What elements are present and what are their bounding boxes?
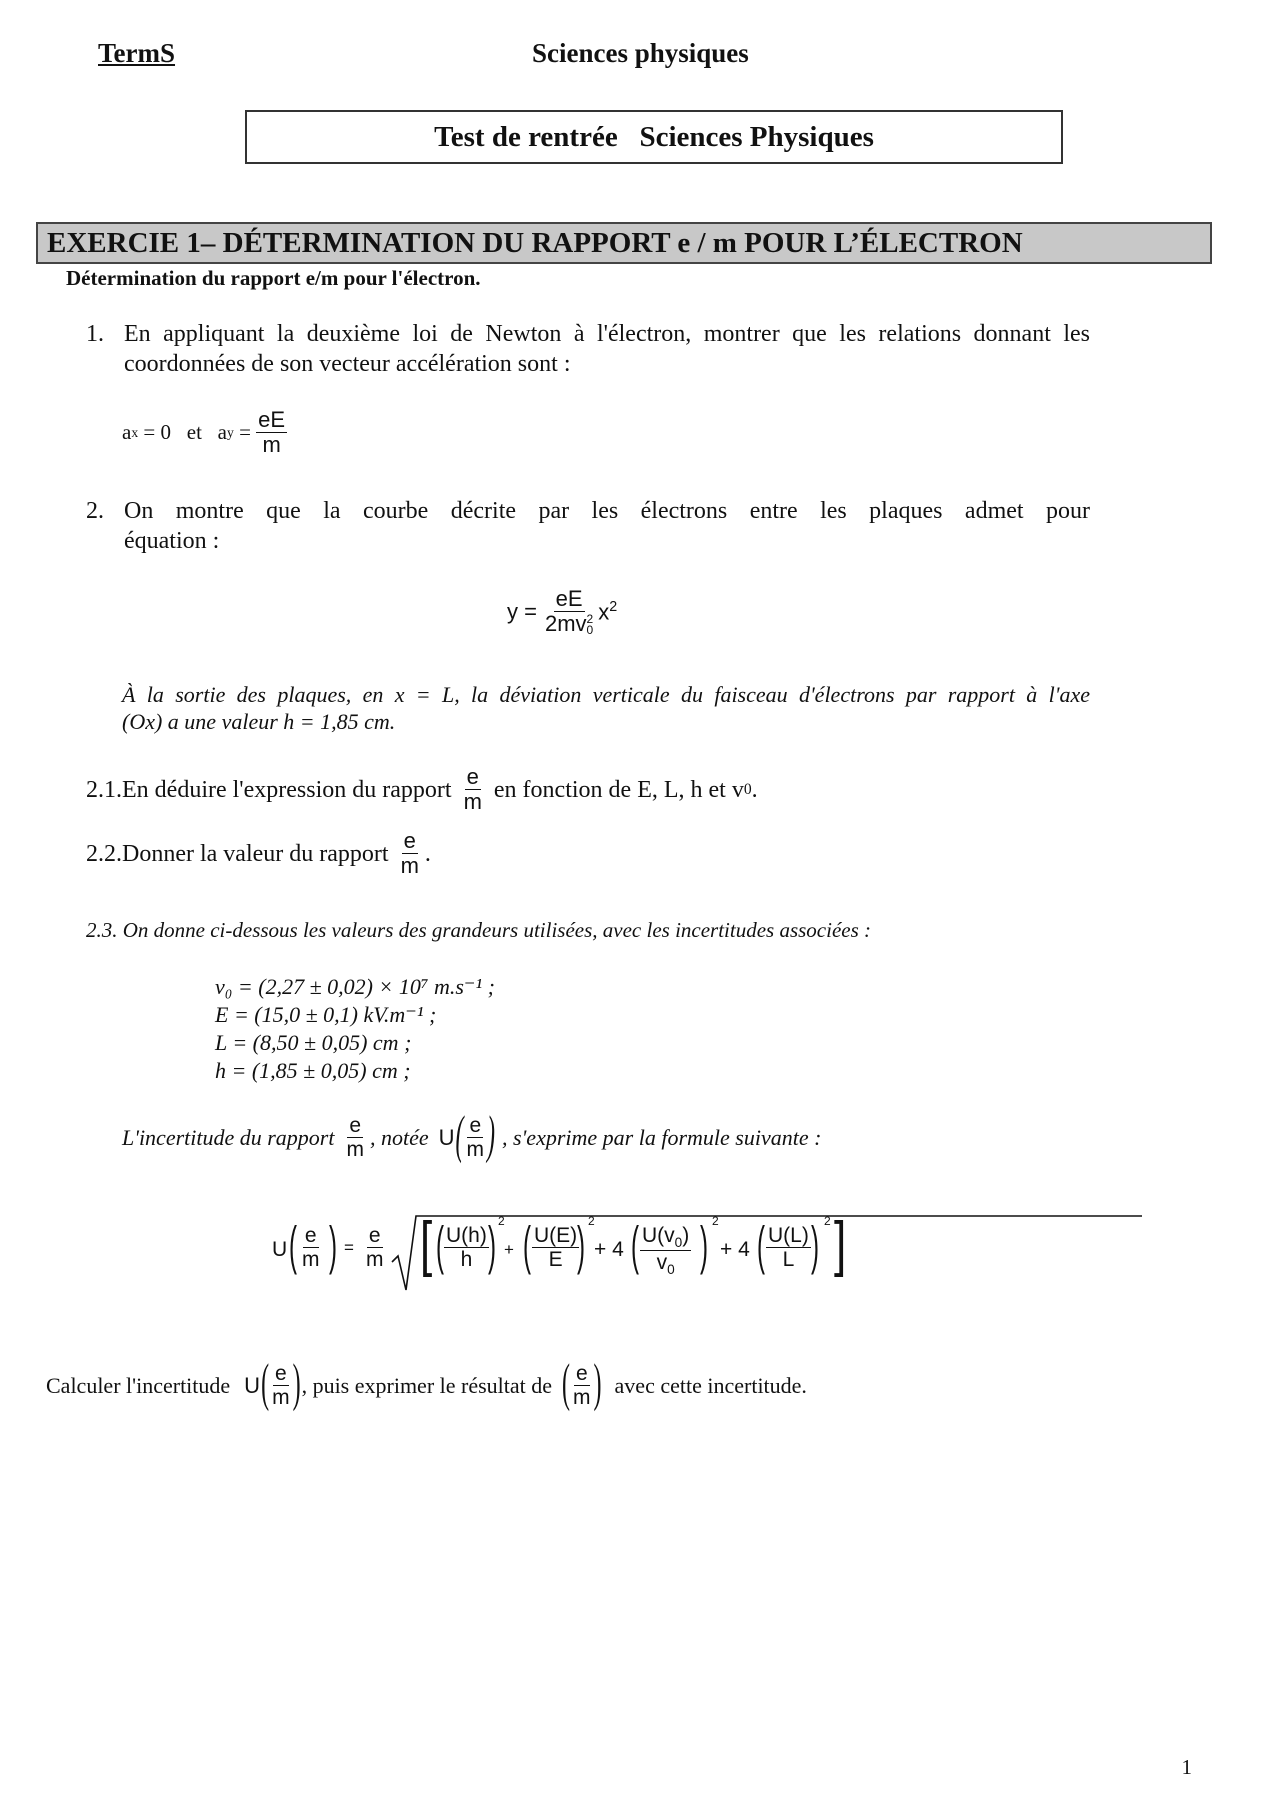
q1-fraction: $\frac{eE}{m}$ [258, 407, 286, 458]
q21-fraction: $\frac{e}{m}$ [463, 764, 482, 815]
value-E: E = (15,0 ± 0,1) kV.m⁻¹ ; [215, 1002, 437, 1027]
q21-line: 2.1.En déduire l'expression du rapport $\frac{e}{m}$ en fonction de E, L, h et v 0 . [86, 764, 758, 815]
q1-number: 1. [86, 321, 104, 347]
q2-text-line1: On montre que la courbe décrite par les électrons entre les plaques admet pour [124, 498, 1090, 524]
note-line1: À la sortie des plaques, en x = L, la déviation verticale du faisceau d'électrons par rapport à l'axe [122, 682, 1090, 707]
q2-number: 2. [86, 498, 104, 524]
subject-title: Sciences physiques [532, 38, 749, 68]
test-title-box [245, 110, 1063, 164]
exercise-subtitle: Détermination du rapport e/m pour l'électron. [66, 266, 481, 290]
q1-equation: a x = 0 et a y = $\frac{eE}{m}$ [122, 407, 286, 458]
q22-line: 2.2.Donner la valeur du rapport $\frac{e}{m}$ . [86, 828, 431, 879]
q2-equation: y = eE 2mv 2 0 $x^2$ [507, 586, 618, 638]
final-line: Calculer l'incertitude U ( $\frac{e}{m}$ ) , puis exprimer le résultat de ( $\frac{e}{m}$ ) avec cette incertitude. [46, 1355, 807, 1414]
value-h: h = (1,85 ± 0,05) cm ; [215, 1058, 411, 1083]
note-line2: (Ox) a une valeur h = 1,85 cm. [122, 709, 396, 734]
q2-text-line2: équation : [124, 528, 220, 554]
value-v0: v₀ = (2,27 ± 0,02) × 10⁷ m.s⁻¹ ; [215, 974, 495, 999]
exercise-banner: EXERCIE 1– DÉTERMINATION DU RAPPORT e / m POUR L’ÉLECTRON [36, 222, 1212, 264]
class-label: TermS [98, 38, 176, 68]
q1-text-line1: En appliquant la deuxième loi de Newton à l'électron, montrer que les relations donnant les [124, 321, 1090, 347]
page-number: 1 [1181, 1755, 1192, 1779]
values-list [215, 973, 495, 1085]
test-title: Test de rentrée Sciences Physiques [434, 120, 874, 153]
q1-text-line2: coordonnées de son vecteur accélération sont : [124, 351, 571, 377]
uncertainty-formula: U ( $\frac{e}{m}$ ) = $\frac{e}{m}$ [ ( $\frac{U(h)}{h}$ ) 2 + ( $\frac{U(E)}{E}$ ) 2 + 4 ( $\frac{U(v_0)}{v_0}$ ) 2 + 4 ( $\frac{U(L)}{L}$ ) 2 ] [272, 1212, 872, 1296]
uncertainty-line: L'incertitude du rapport $\frac{e}{m}$ , notée U ( $\frac{e}{m}$ ) , s'exprime par la formule suivante : [122, 1107, 822, 1166]
q23-text: 2.3. On donne ci-dessous les valeurs des grandeurs utilisées, avec les incertitudes associées : [86, 918, 872, 942]
q22-fraction: $\frac{e}{m}$ [400, 828, 419, 879]
value-L: L = (8,50 ± 0,05) cm ; [215, 1030, 412, 1055]
q2-fraction: eE 2mv 2 0 [544, 586, 594, 638]
